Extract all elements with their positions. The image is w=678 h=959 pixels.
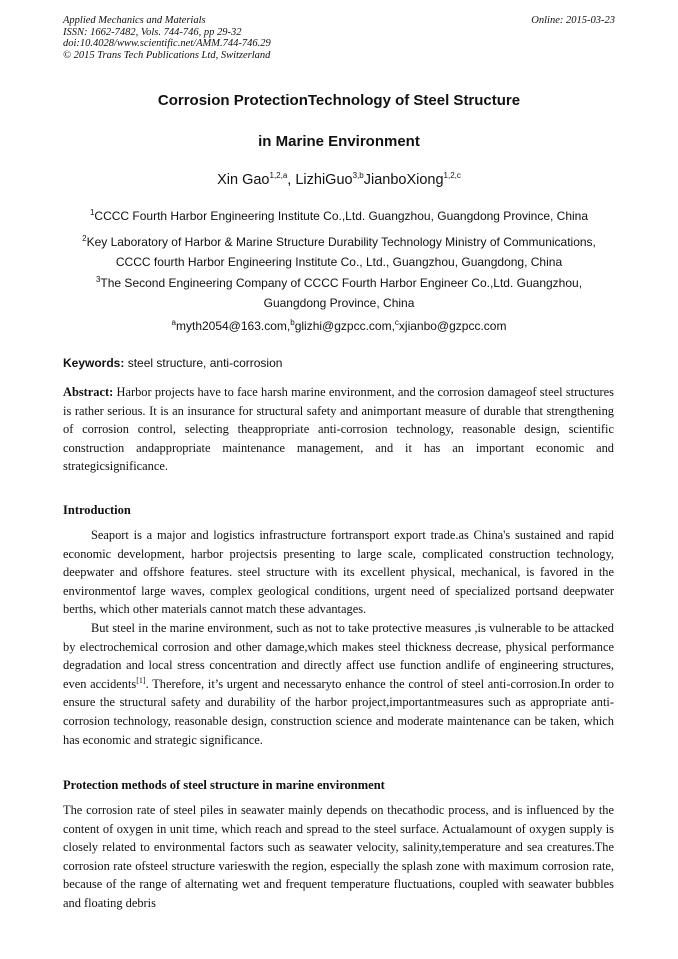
affiliation-text: Guangdong Province, China <box>263 296 415 310</box>
author-name: JianboXiong <box>363 172 444 188</box>
affiliation-text: CCCC fourth Harbor Engineering Institute Co., Ltd., Guangzhou, Guangdong, China <box>115 255 563 269</box>
copyright-line: © 2015 Trans Tech Publications Ltd, Switzerland <box>63 49 271 61</box>
issn-line: ISSN: 1662-7482, Vols. 744-746, pp 29-32 <box>63 26 242 38</box>
author-affil-sup: 1,2,c <box>443 171 461 181</box>
author-separator: , <box>287 172 296 188</box>
intro-paragraph-1: Seaport is a major and logistics infrastructure fortransport export trade.as China's sustained and rapid economic development, harbor projectsis presenting to large scale, complicated construction technology, deepwater and offshore features. steel structure with its excellent physical, mechanical, is favored in the environmentof large waves, complex geological conditions, urgent need of specialized portsand deepwater berths, which other materials cannot match these advantages. <box>63 528 614 617</box>
online-date: Online: 2015-03-23 <box>531 15 615 26</box>
email-a: myth2054@163.com, <box>175 319 291 333</box>
paper-title-line-2: in Marine Environment <box>258 133 420 150</box>
protection-paragraph-1: The corrosion rate of steel piles in seawater mainly depends on thecathodic process, and is influenced by the content of oxygen in unit time, which reach and spread to the steel surface. Actualamount of oxygen supply is closely related to environmental factors such as seawater velocity, salinity,temperature and sea creatures.The corrosion rate ofsteel structure varieswith the region, especially the splash zone with maximum corrosion rate, because of the range of alternating wet and frequent temperature fluctuations, coupled with seawater bubbles and floating debris <box>63 803 614 910</box>
section-heading-introduction: Introduction <box>63 503 131 517</box>
intro-paragraph-2 <box>63 619 614 749</box>
page-header <box>63 15 615 61</box>
abstract-label: Abstract: <box>63 385 114 399</box>
affiliation-sup: 2 <box>82 234 87 243</box>
abstract <box>63 383 614 476</box>
email-sup: a <box>171 318 176 327</box>
author-affil-sup: 1,2,a <box>269 171 288 181</box>
affiliation-text: Key Laboratory of Harbor & Marine Structure Durability Technology Ministry of Communications, <box>86 235 596 249</box>
email-b: glizhi@gzpcc.com, <box>294 319 395 333</box>
citation-ref: [1] <box>136 675 146 685</box>
section-heading-protection: Protection methods of steel structure in marine environment <box>63 778 385 792</box>
author-affil-sup: 3,b <box>352 171 364 181</box>
abstract-text: Harbor projects have to face harsh marine environment, and the corrosion damageof steel structures is rather serious. It is an insurance for structural safety and animportant measure of durable that strengthening of corrosion control, selecting theappropriate anti-corrosion technology, reasonable design, scientific construction andappropriate maintenance management, and it has an important economic and strategicsignificance. <box>63 385 614 474</box>
affiliation-1 <box>63 206 615 226</box>
affiliation-text: CCCC Fourth Harbor Engineering Institute Co.,Ltd. Guangzhou, Guangdong Province, China <box>94 209 589 223</box>
affiliation-3 <box>63 273 615 313</box>
author-name: LizhiGuo <box>295 172 353 188</box>
intro-paragraph-2-text: But steel in the marine environment, such as not to take protective measures ,is vulnerable to be attacked by electrochemical corrosion and other damage,which makes steel thickness decrease, physical performance degradation and local stress concentration and directly affect use function andlife of engineering structures, even accidents <box>63 621 614 691</box>
author-list <box>0 172 678 188</box>
affiliation-sup: 1 <box>89 208 95 217</box>
email-c: xjianbo@gzpcc.com <box>398 319 507 333</box>
email-sup: b <box>290 318 295 327</box>
email-sup: c <box>394 318 399 327</box>
keywords-label: Keywords: <box>63 356 125 370</box>
author-emails <box>63 316 615 336</box>
affiliation-text: The Second Engineering Company of CCCC Fourth Harbor Engineer Co.,Ltd. Guangzhou, <box>100 276 583 290</box>
author-name: Xin Gao <box>217 172 270 188</box>
paper-title-line-1: Corrosion ProtectionTechnology of Steel Structure <box>157 92 521 109</box>
doi-line: doi:10.4028/www.scientific.net/AMM.744-746.29 <box>63 38 271 49</box>
keywords <box>63 356 282 370</box>
affiliation-sup: 3 <box>95 275 101 284</box>
affiliation-2 <box>63 232 615 272</box>
intro-paragraph-2-text: . Therefore, it’s urgent and necessaryto enhance the control of steel anti-corrosion.In order to ensure the structural safety and durability of the harbor project,importantmeasures such as appropriate anti-corrosion technology, reasonable design, construction science and moderate maintenance can be taken, which has economic and strategic significance. <box>63 676 614 747</box>
journal-name: Applied Mechanics and Materials <box>63 15 206 26</box>
keywords-text: steel structure, anti-corrosion <box>124 356 283 370</box>
